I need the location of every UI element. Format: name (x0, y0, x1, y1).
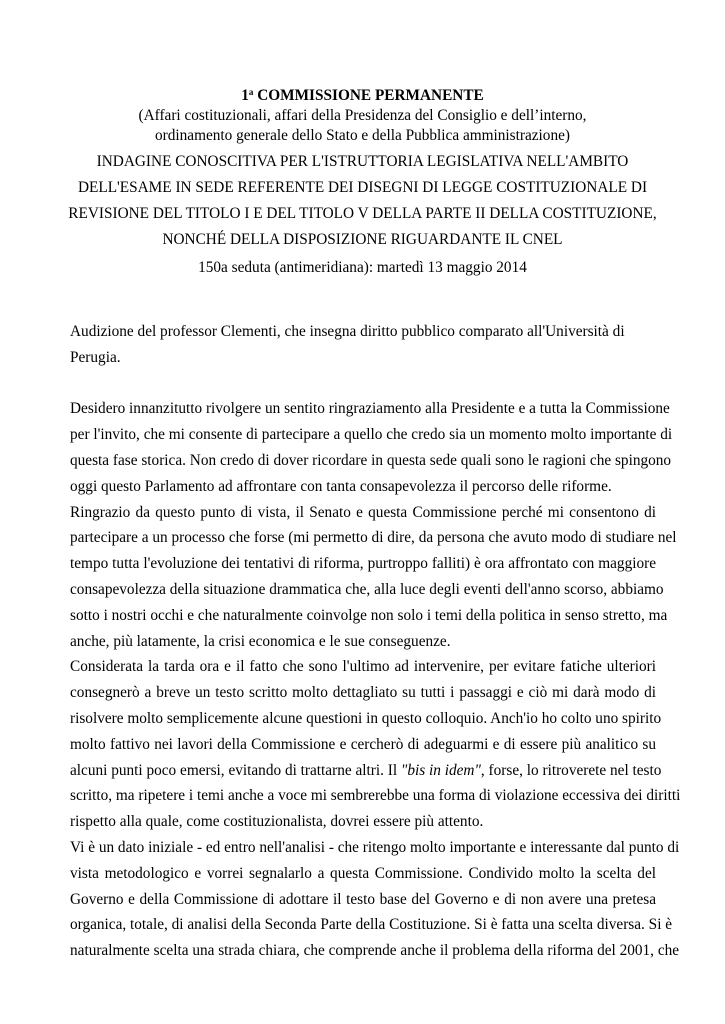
text-line: per l'invito, che mi consente di partecipare a quello che credo sia un momento molto importante di (70, 426, 673, 444)
text-line: anche, più latamente, la crisi economica e le sue conseguenze. (70, 632, 451, 650)
subtitle-line-1: (Affari costituzionali, affari della Presidenza del Consiglio e dell’interno, (138, 107, 587, 124)
text-line: vista metodologico e vorrei segnalarlo a questa Commissione. Condivido molto la scelta del (70, 864, 656, 882)
text-line: naturalmente scelta una strada chiara, che comprende anche il problema della riforma del 2001, che (70, 942, 680, 960)
inquiry-line-3: REVISIONE DEL TITOLO I E DEL TITOLO V DELLA PARTE II DELLA COSTITUZIONE, (68, 205, 657, 222)
subtitle-line-2: ordinamento generale dello Stato e della Pubblica amministrazione) (154, 127, 570, 144)
text-line: questa fase storica. Non credo di dover ricordare in questa sede quali sono le ragioni che spingono (70, 451, 672, 469)
text-line: oggi questo Parlamento ad affrontare con tanta consapevolezza il percorso delle riforme. (70, 477, 612, 495)
text-line: Ringrazio da questo punto di vista, il Senato e questa Commissione perché mi consentono di (70, 503, 656, 521)
text-line: consegnerò a breve un testo scritto molto dettagliato su tutti i passaggi e ciò mi darà modo di (70, 684, 656, 702)
inquiry-line-2: DELL'ESAME IN SEDE REFERENTE DEI DISEGNI DI LEGGE COSTITUZIONALE DI (77, 179, 648, 196)
text-line: Considerata la tarda ora e il fatto che sono l'ultimo ad intervenire, per evitare fatiche ulteriori (70, 658, 656, 676)
session-info: 150a seduta (antimeridiana): martedì 13 maggio 2014 (198, 259, 527, 276)
document-body (70, 319, 681, 964)
hearing-intro: Audizione del professor Clementi, che insegna diritto pubblico comparato all'Università di Perugia. (70, 323, 625, 366)
text-line: molto fattivo nei lavori della Commissione e cercherò di adeguarmi e di essere più analitico su (70, 735, 656, 753)
text-line: partecipare a un processo che forse (mi permetto di dire, da persona che avuto modo di studiare nel (70, 529, 677, 547)
paragraph-1 (70, 396, 673, 499)
text-line: risolvere molto semplicemente alcune questioni in questo colloquio. Anch'io ho colto uno spirito (70, 709, 662, 727)
paragraph-4 (70, 835, 680, 964)
text-line: scritto, ma ripetere i temi anche a voce mi sembrerebbe una forma di violazione eccessiva dei diritti (70, 787, 681, 805)
text-line: consapevolezza della situazione drammatica che, alla luce degli eventi dell'anno scorso, abbiamo (70, 580, 664, 598)
paragraph-3 (70, 654, 681, 835)
text-line: Desidero innanzitutto rivolgere un sentito ringraziamento alla Presidente e a tutta la Commissione (70, 400, 670, 418)
text-segment: alcuni punti poco emersi, evitando di trattarne altri. Il (70, 761, 401, 779)
inquiry-line-4: NONCHÉ DELLA DISPOSIZIONE RIGUARDANTE IL CNEL (162, 231, 563, 248)
text-line: organica, totale, di analisi della Seconda Parte della Costituzione. Si è fatta una scelta diversa. Si è (70, 916, 673, 934)
text-segment: , forse, lo ritroverete nel testo (480, 761, 662, 779)
title-text: COMMISSIONE PERMANENTE (253, 87, 484, 104)
text-line-with-italic (70, 758, 662, 784)
text-line: rispetto alla quale, come costituzionalista, dovrei essere più attento. (70, 813, 484, 831)
title-superscript: a (248, 87, 254, 97)
text-line: Vi è un dato iniziale - ed entro nell'analisi - che ritengo molto importante e interessante dal punto di (70, 838, 680, 856)
text-line: tempo tutta l'evoluzione dei tentativi di riforma, purtroppo falliti) è ora affrontato con maggiore (70, 555, 656, 573)
inquiry-line-1: INDAGINE CONOSCITIVA PER L'ISTRUTTORIA LEGISLATIVA NELL'AMBITO (96, 153, 629, 170)
title-number: 1 (241, 87, 249, 104)
commission-title (40, 82, 685, 106)
text-line: sotto i nostri occhi e che naturalmente coinvolge non solo i temi della politica in senso stretto, ma (70, 606, 668, 624)
document-header (40, 82, 685, 281)
text-line: Governo e della Commissione di adottare il testo base del Governo e di non avere una pretesa (70, 890, 656, 908)
italic-phrase: "bis in idem" (400, 761, 481, 779)
paragraph-2 (70, 500, 677, 655)
